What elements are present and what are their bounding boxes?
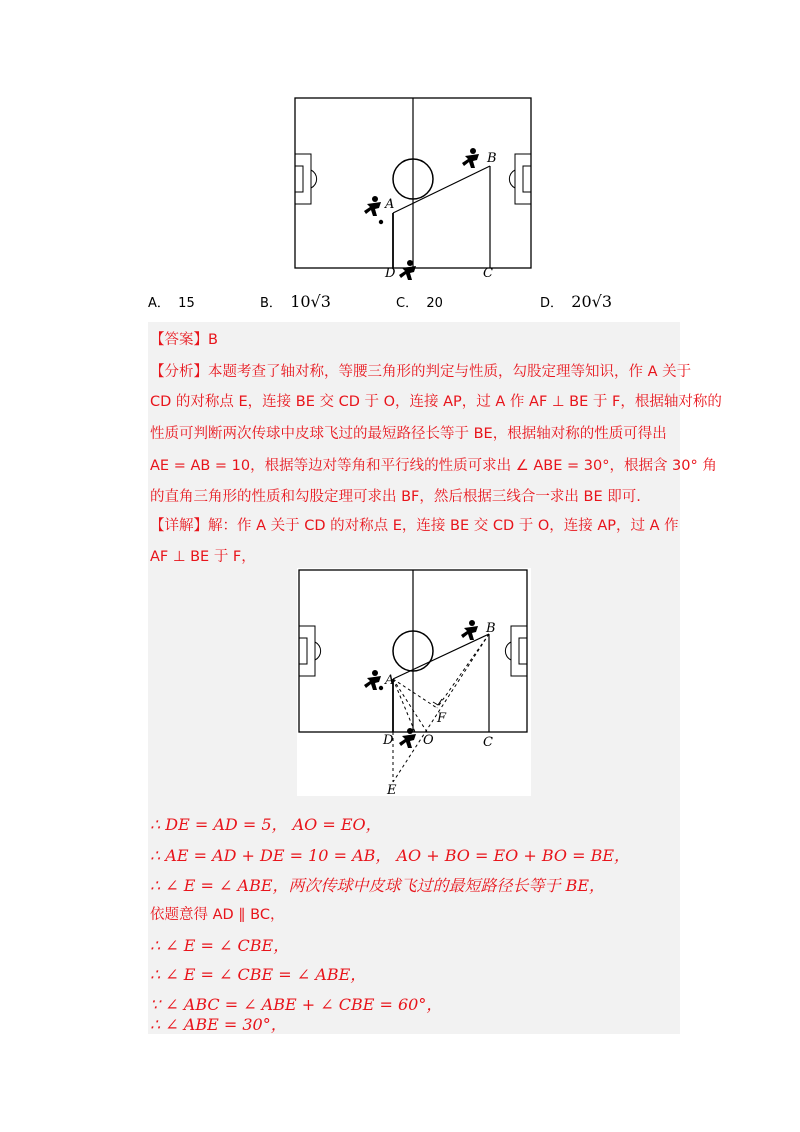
player-icon <box>364 196 381 216</box>
detail-line-2: AF ⊥ BE 于 F， <box>150 549 256 565</box>
choice-b[interactable]: B． 10√3 <box>260 292 331 311</box>
analysis-line-5: 的直角三角形的性质和勾股定理可求出 BF，然后根据三线合一求出 BE 即可. <box>150 489 641 505</box>
player-icon <box>462 148 479 168</box>
label-a: A <box>385 673 395 688</box>
label-c: C <box>483 266 493 281</box>
choice-c[interactable]: C． 20 <box>396 296 443 311</box>
label-o: O <box>423 733 434 748</box>
label-b: B <box>487 151 497 166</box>
answer-line: 【答案】B <box>150 332 218 348</box>
answer-choices <box>148 292 688 318</box>
choice-a[interactable]: A． 15 <box>148 296 195 311</box>
analysis-line-4: AE = AB = 10，根据等边对等角和平行线的性质可求出 ∠ ABE = 30°，根据含 30° 角 <box>150 458 717 474</box>
step-8: ∴ ∠ ABE = 30°， <box>150 1015 287 1034</box>
step-3: ∴ ∠ E = ∠ ABE，两次传球中皮球飞过的最短路径长等于 BE， <box>150 876 606 895</box>
step-7: ∵ ∠ ABC = ∠ ABE + ∠ CBE = 60°， <box>150 995 443 1014</box>
step-6: ∴ ∠ E = ∠ CBE = ∠ ABE， <box>150 965 367 984</box>
analysis-line-1: 【分析】本题考查了轴对称，等腰三角形的判定与性质，勾股定理等知识，作 A 关于 <box>150 364 692 380</box>
label-f: F <box>437 711 447 726</box>
step-1: ∴ DE = AD = 5， AO = EO， <box>150 815 382 834</box>
label-d: D <box>383 733 394 748</box>
detail-line-1: 【详解】解：作 A 关于 CD 的对称点 E，连接 BE 交 CD 于 O，连接 AP，过 A 作 <box>150 518 679 534</box>
analysis-line-2: CD 的对称点 E，连接 BE 交 CD 于 O，连接 AP，过 A 作 AF ⊥ BE 于 F，根据轴对称的 <box>150 394 722 410</box>
figure-soccer-field-1 <box>293 96 541 282</box>
figure-soccer-field-2 <box>297 568 531 796</box>
label-d: D <box>385 266 396 281</box>
step-2: ∴ AE = AD + DE = 10 = AB， AO + BO = EO + BO = BE， <box>150 846 631 865</box>
label-b: B <box>486 621 496 636</box>
analysis-line-3: 性质可判断两次传球中皮球飞过的最短路径长等于 BE，根据轴对称的性质可得出 <box>150 426 667 442</box>
label-e: E <box>387 783 397 796</box>
label-a: A <box>385 197 395 212</box>
choice-d[interactable]: D． 20√3 <box>540 292 613 311</box>
step-5: ∴ ∠ E = ∠ CBE， <box>150 936 290 955</box>
step-4: 依题意得 AD ∥ BC， <box>150 907 285 923</box>
label-c: C <box>483 735 493 750</box>
